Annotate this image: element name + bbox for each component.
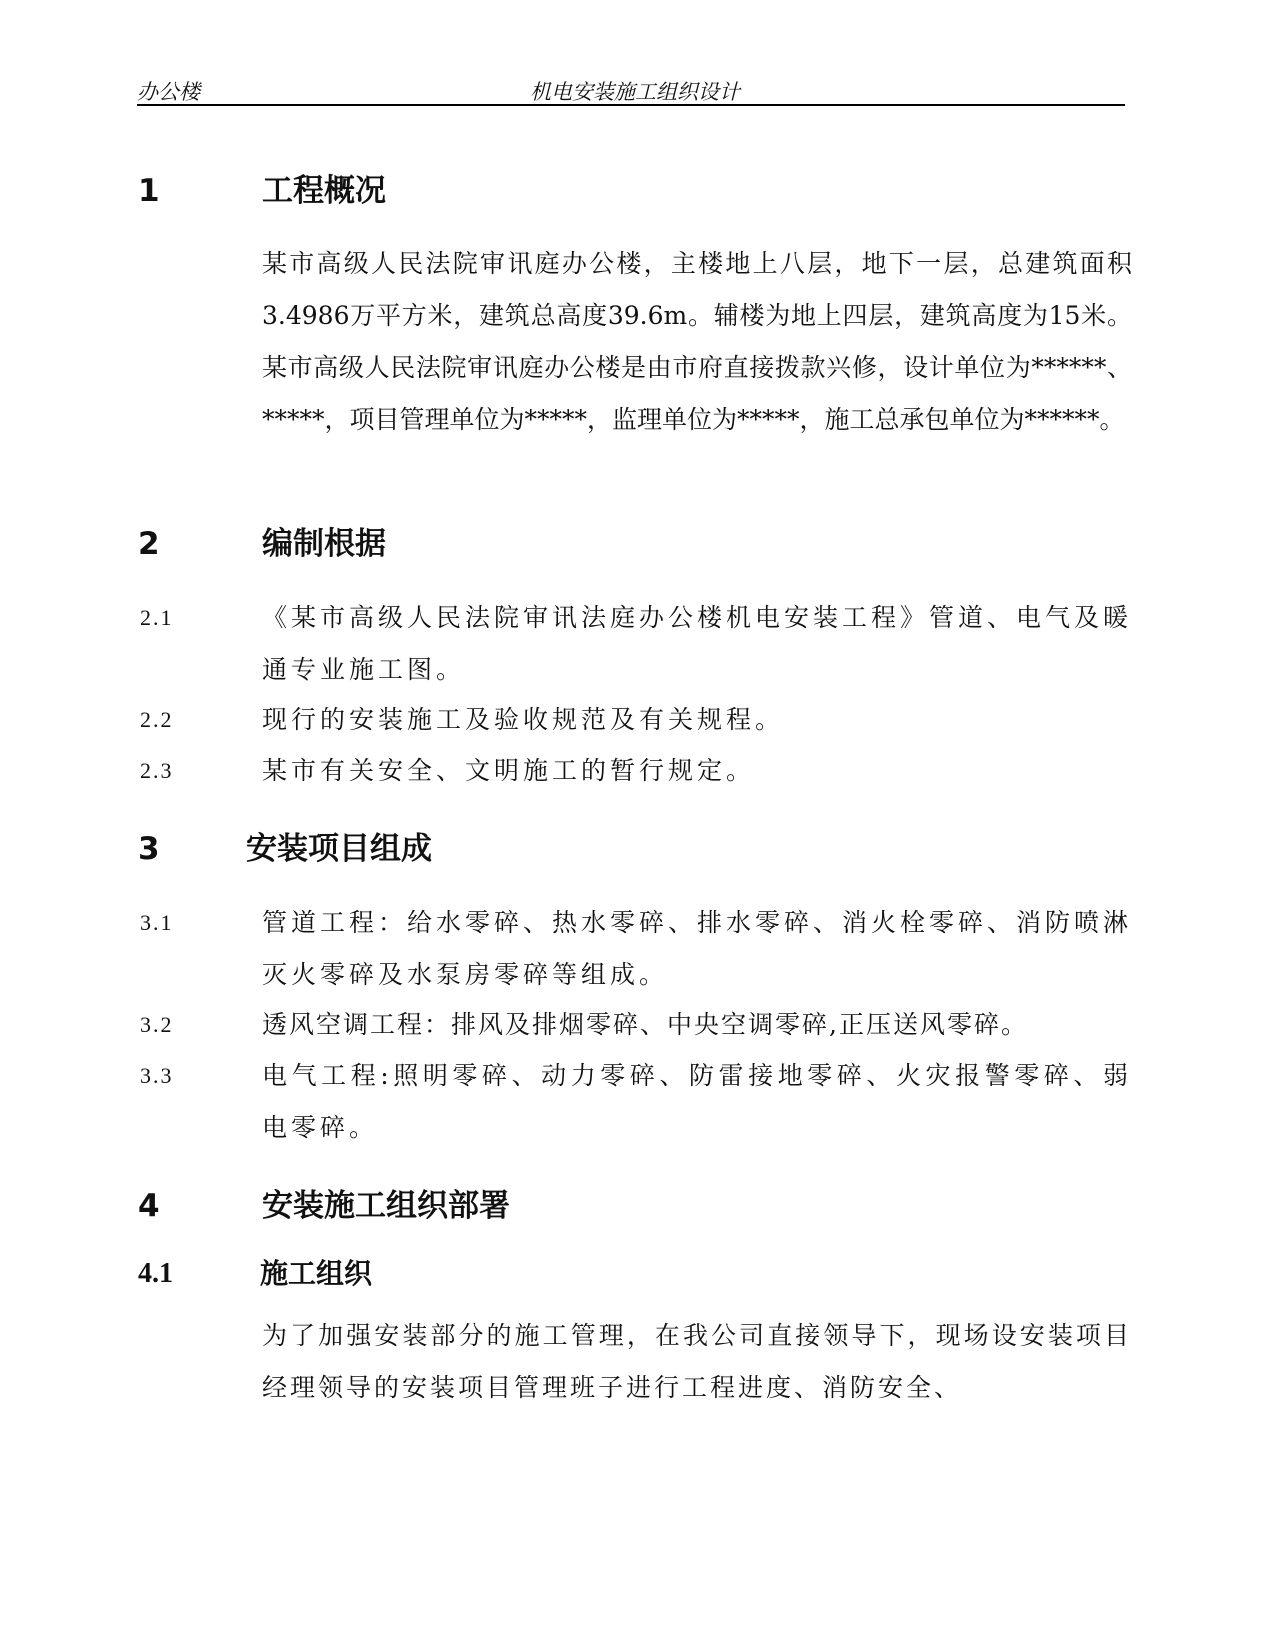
subsection-4-1-heading [138, 1256, 1038, 1292]
section-1-paragraph: 某市高级人民法院审讯庭办公楼，主楼地上八层，地下一层，总建筑面积3.4986万平方米，建筑总高度39.6m。辅楼为地上四层，建筑高度为15米。某市高级人民法院审讯庭办公楼是由市府直接拨款兴修，设计单位为******、*****，项目管理单位为*****，监理单位为*****，施工总承包单位为******。 [262, 249, 1132, 434]
section-2-heading [138, 524, 1038, 564]
section-3-heading [138, 829, 1038, 869]
item-3-3-number: 3.3 [140, 1063, 174, 1088]
subsection-4-1-number: 4.1 [138, 1258, 173, 1289]
section-4-number: 4 [138, 1188, 160, 1224]
section-2-title: 编制根据 [262, 526, 386, 562]
item-2-1-number: 2.1 [140, 605, 174, 630]
subsection-4-1-title: 施工组织 [260, 1257, 373, 1290]
item-3-3-text: 电气工程:照明零碎、动力零碎、防雷接地零碎、火灾报警零碎、弱电零碎。 [262, 1061, 1132, 1142]
item-2-3-text: 某市有关安全、文明施工的暂行规定。 [262, 756, 756, 785]
item-3-2-number: 3.2 [140, 1012, 174, 1037]
item-2-2-number: 2.2 [140, 707, 174, 732]
item-3-2-text: 透风空调工程：排风及排烟零碎、中央空调零碎,正压送风零碎。 [262, 1010, 1028, 1039]
page-header [137, 70, 1125, 106]
item-2-1-text: 《某市高级人民法院审讯法庭办公楼机电安装工程》管道、电气及暖通专业施工图。 [262, 603, 1133, 684]
header-left-text: 办公楼 [137, 80, 200, 104]
section-3-number: 3 [138, 831, 160, 867]
subsection-4-1-paragraph: 为了加强安装部分的施工管理，在我公司直接领导下，现场设安装项目经理领导的安装项目管理班子进行工程进度、消防安全、 [262, 1321, 1132, 1402]
section-2-number: 2 [138, 526, 160, 562]
item-3-1-number: 3.1 [140, 910, 174, 935]
section-1-number: 1 [138, 173, 160, 209]
section-1-heading [138, 171, 1038, 211]
section-1-title: 工程概况 [262, 173, 386, 209]
item-2-3-number: 2.3 [140, 758, 174, 783]
section-4-title: 安装施工组织部署 [262, 1188, 510, 1224]
header-document-title: 机电安装施工组织设计 [530, 80, 740, 104]
section-3-title: 安装项目组成 [246, 831, 432, 867]
section-4-heading [138, 1186, 1038, 1226]
item-3-1-text: 管道工程：给水零碎、热水零碎、排水零碎、消火栓零碎、消防喷淋灭火零碎及水泵房零碎等组成。 [262, 908, 1133, 989]
item-2-2-text: 现行的安装施工及验收规范及有关规程。 [262, 705, 785, 734]
